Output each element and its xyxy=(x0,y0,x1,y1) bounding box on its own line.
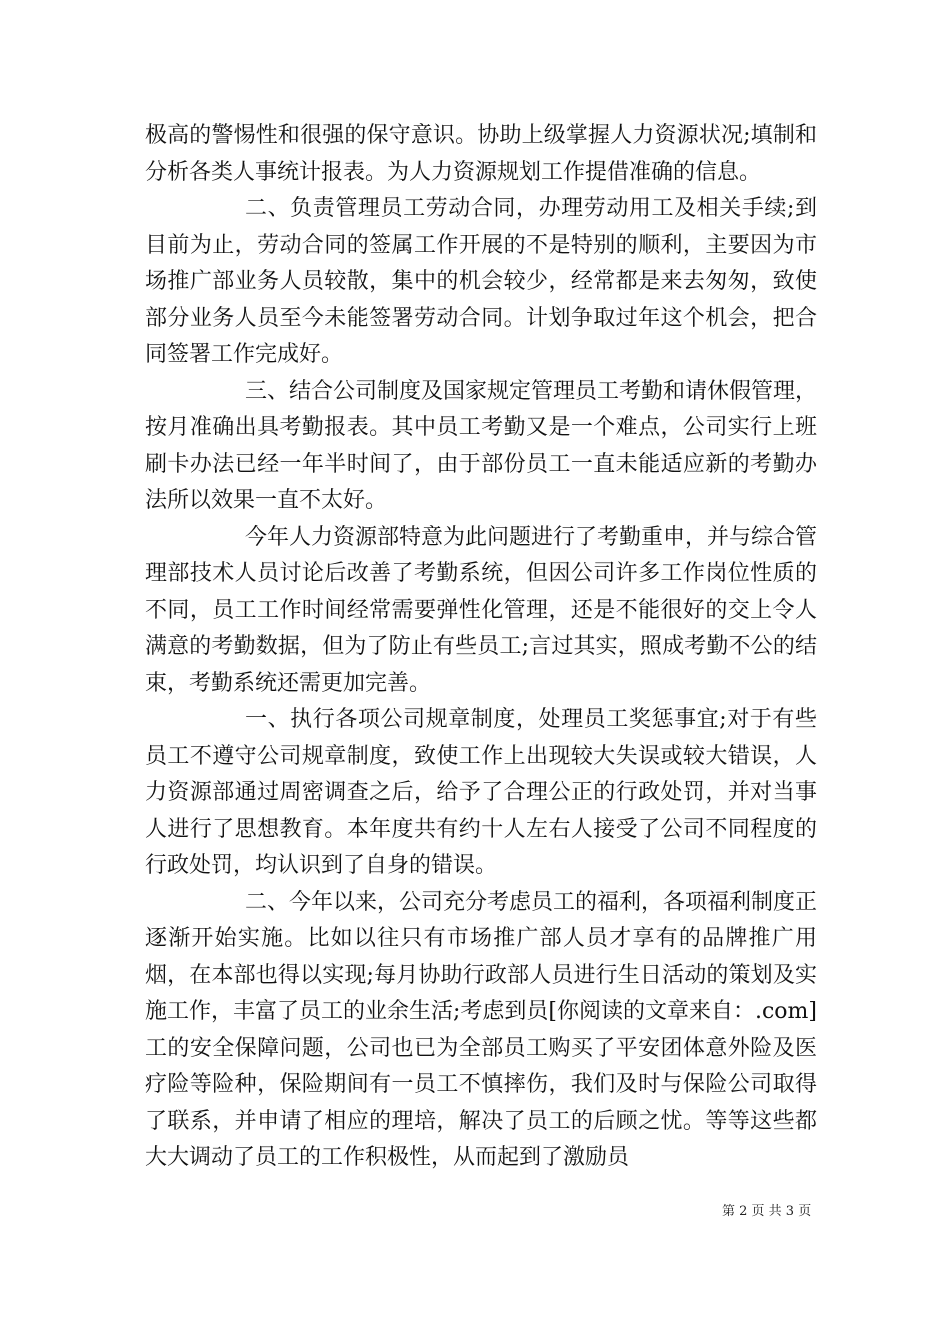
paragraph-1: 极高的警惕性和很强的保守意识。协助上级掌握人力资源状况;填制和分析各类人事统计报表。为人力资源规划工作提借准确的信息。 xyxy=(145,123,817,185)
document-body xyxy=(145,118,817,1177)
paragraph-5: 一、执行各项公司规章制度，处理员工奖惩事宜;对于有些员工不遵守公司规章制度，致使工作上出现较大失误或较大错误，人力资源部通过周密调查之后，给予了合理公正的行政处罚，并对当事人进行了思想教育。本年度共有约十人左右人接受了公司不同程度的行政处罚，均认识到了自身的错误。 xyxy=(145,707,817,878)
paragraph-2: 二、负责管理员工劳动合同，办理劳动用工及相关手续;到目前为止，劳动合同的签属工作开展的不是特别的顺利，主要因为市场推广部业务人员较散，集中的机会较少，经常都是来去匆匆，致使部分业务人员至今未能签署劳动合同。计划争取过年这个机会，把合同签署工作完成好。 xyxy=(145,196,817,367)
paragraph-4: 今年人力资源部特意为此问题进行了考勤重申，并与综合管理部技术人员讨论后改善了考勤系统，但因公司许多工作岗位性质的不同，员工工作时间经常需要弹性化管理，还是不能很好的交上令人满意的考勤数据，但为了防止有些员工;言过其实，照成考勤不公的结束，考勤系统还需更加完善。 xyxy=(145,524,818,696)
paragraph-6: 二、今年以来，公司充分考虑员工的福利，各项福利制度正逐渐开始实施。比如以往只有市场推广部人员才享有的品牌推广用烟，在本部也得以实现;每月协助行政部人员进行生日活动的策划及实施工作，丰富了员工的业余生活;考虑到员[你阅读的文章来自：.com]工的安全保障问题，公司也已为全部员工购买了平安团体意外险及医疗险等险种，保险期间有一员工不慎摔伤，我们及时与保险公司取得了联系，并申请了相应的理培，解决了员工的后顾之忧。等等这些都大大调动了员工的工作积极性，从而起到了激励员 xyxy=(145,889,818,1170)
paragraph-3: 三、结合公司制度及国家规定管理员工考勤和请休假管理，按月准确出具考勤报表。其中员工考勤又是一个难点，公司实行上班刷卡办法已经一年半时间了，由于部份员工一直未能适应新的考勤办法所以效果一直不太好。 xyxy=(145,378,818,513)
page-number-footer: 第 2 页 共 3 页 xyxy=(722,1204,812,1219)
